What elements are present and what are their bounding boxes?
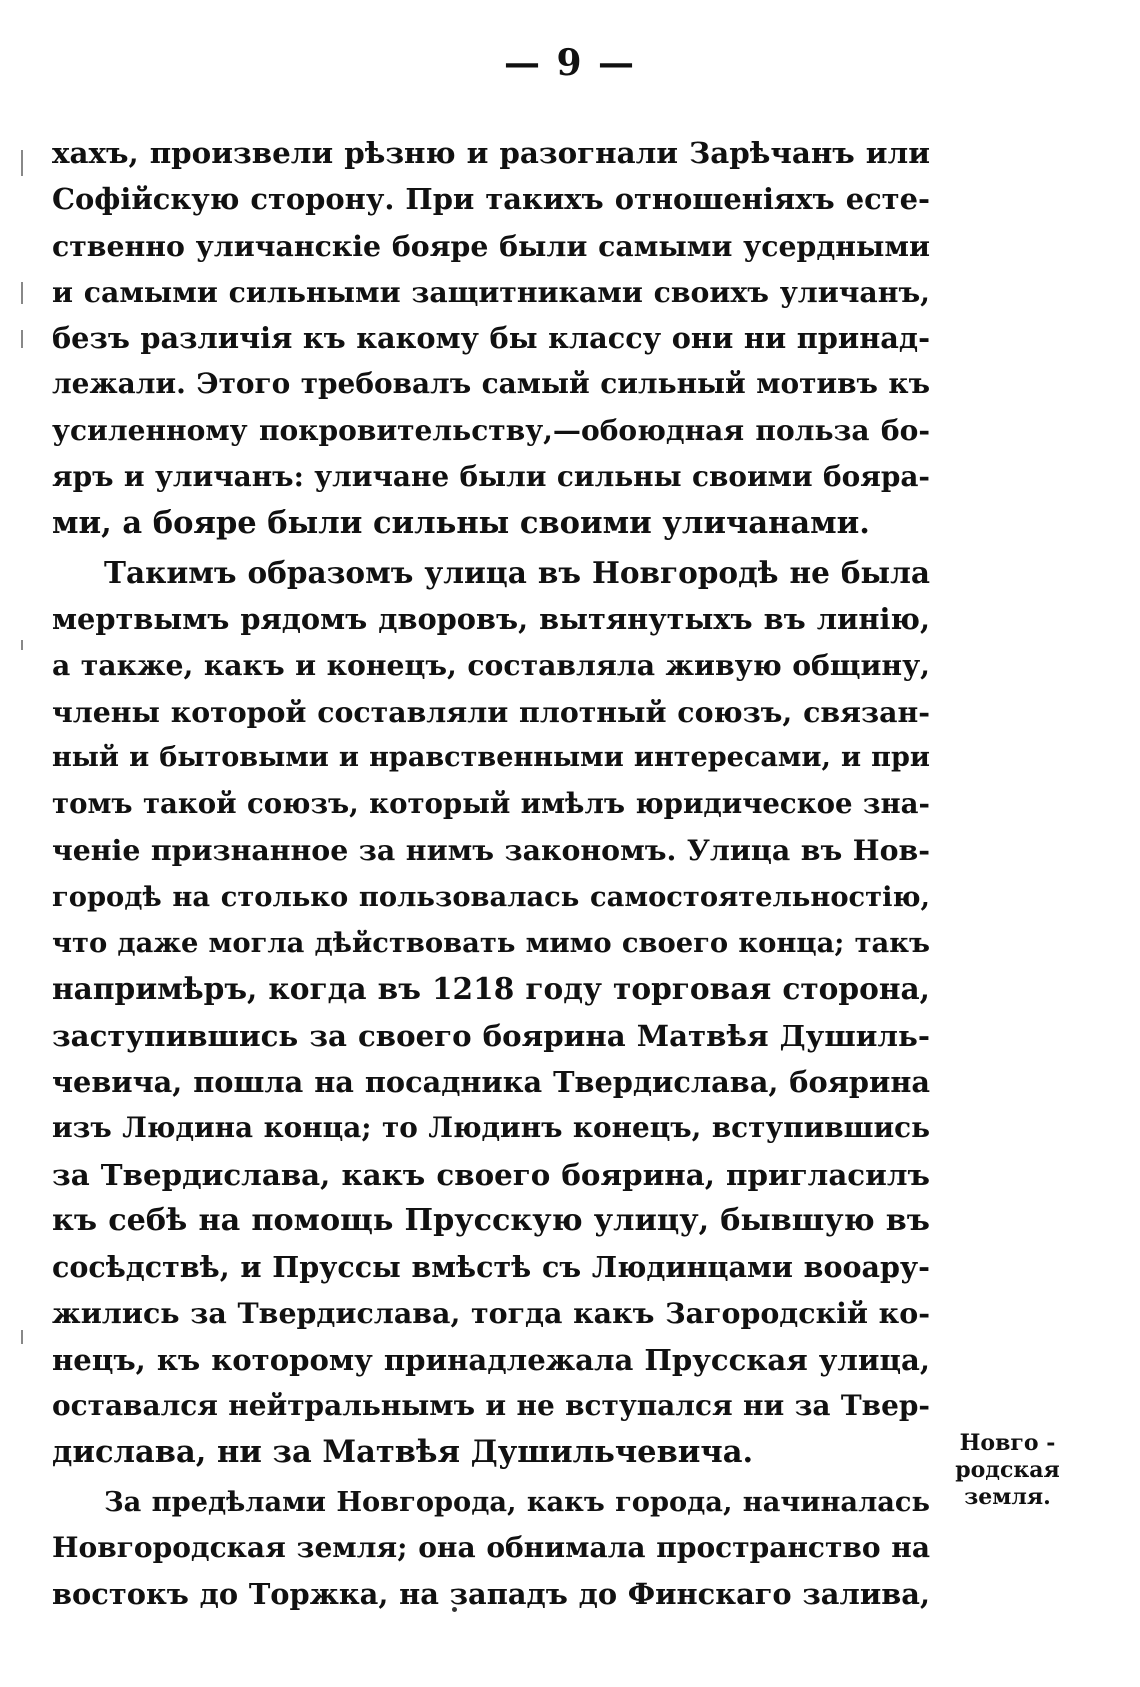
text-line: а также, какъ и конецъ, составляла живую общину, [52, 648, 930, 683]
text-line: томъ такой союзъ, который имѣлъ юридическое зна- [52, 787, 930, 821]
text-line: усиленному покровительству,—обоюдная польза бо- [52, 413, 930, 447]
text-line: къ себѣ на помощь Прусскую улицу, бывшую въ [52, 1202, 930, 1238]
margin-note-line: родская [955, 1457, 1060, 1483]
margin-note [950, 1430, 1065, 1511]
binding-mark [21, 640, 23, 650]
text-line: сосѣдствѣ, и Пруссы вмѣстѣ съ Людинцами вооару- [52, 1250, 930, 1285]
text-line: и самыми сильными защитниками своихъ уличанъ, [52, 274, 930, 309]
text-line: что даже могла дѣйствовать мимо своего конца; такъ [52, 927, 930, 960]
paragraph-3 [52, 1479, 930, 1618]
margin-note-line: земля. [964, 1484, 1051, 1510]
binding-mark [21, 282, 23, 304]
text-line: за Твердислава, какъ своего боярина, пригласилъ [52, 1156, 930, 1192]
text-line: чевича, пошла на посадника Твердислава, боярина [52, 1064, 930, 1099]
text-line: хахъ, произвели рѣзню и разогнали Зарѣчанъ или [52, 135, 930, 170]
text-line: дислава, ни за Матвѣя Душильчевича. [52, 1434, 754, 1471]
body-text [52, 130, 930, 1618]
text-line: изъ Людина конца; то Людинъ конецъ, вступившись [52, 1111, 930, 1145]
text-line: напримѣръ, когда въ 1218 году торговая сторона, [52, 971, 930, 1007]
text-line: мертвымъ рядомъ дворовъ, вытянутыхъ въ линію, [52, 601, 930, 636]
paragraph-1 [52, 130, 930, 547]
text-line: оставался нейтральнымъ и не вступался ни за Твер- [52, 1389, 930, 1423]
binding-mark [21, 330, 23, 348]
text-line: заступившись за своего боярина Матвѣя Душиль- [52, 1018, 930, 1053]
text-line: нецъ, къ которому принадлежала Прусская улица, [52, 1342, 930, 1377]
text-line: Такимъ образомъ улица въ Новгородѣ не была [104, 554, 930, 590]
text-line: ственно уличанскіе бояре были самыми усердными [52, 228, 930, 263]
margin-note-line: Новго - [959, 1430, 1056, 1456]
text-line: члены которой составляли плотный союзъ, связан- [52, 694, 930, 729]
paragraph-2 [52, 550, 930, 1476]
text-line: яръ и уличанъ: уличане были сильны своими бояра- [52, 460, 930, 494]
text-line: жились за Твердислава, тогда какъ Загородскій ко- [52, 1296, 930, 1331]
text-line: Софійскую сторону. При такихъ отношеніяхъ есте- [52, 182, 930, 217]
text-line: ный и бытовыми и нравственными интересами, и при [52, 741, 930, 773]
text-line: востокъ до Торжка, на западъ до Финскаго залива, [52, 1577, 930, 1612]
text-line: Новгородская земля; она обнимала пространство на [52, 1530, 930, 1564]
binding-mark [21, 150, 23, 176]
page-number: — 9 — [503, 42, 637, 84]
binding-mark [21, 1330, 23, 1344]
text-line: ми, а бояре были сильны своими уличанами. [52, 505, 870, 542]
text-line: За предѣлами Новгорода, какъ города, начиналась [104, 1485, 930, 1518]
text-line: безъ различія къ какому бы классу они ни принад- [52, 321, 930, 356]
text-line: лежали. Этого требовалъ самый сильный мотивъ къ [52, 367, 930, 401]
text-line: ченіе признанное за нимъ закономъ. Улица въ Нов- [52, 833, 930, 868]
text-line: городѣ на столько пользовалась самостоятельностію, [52, 880, 930, 913]
